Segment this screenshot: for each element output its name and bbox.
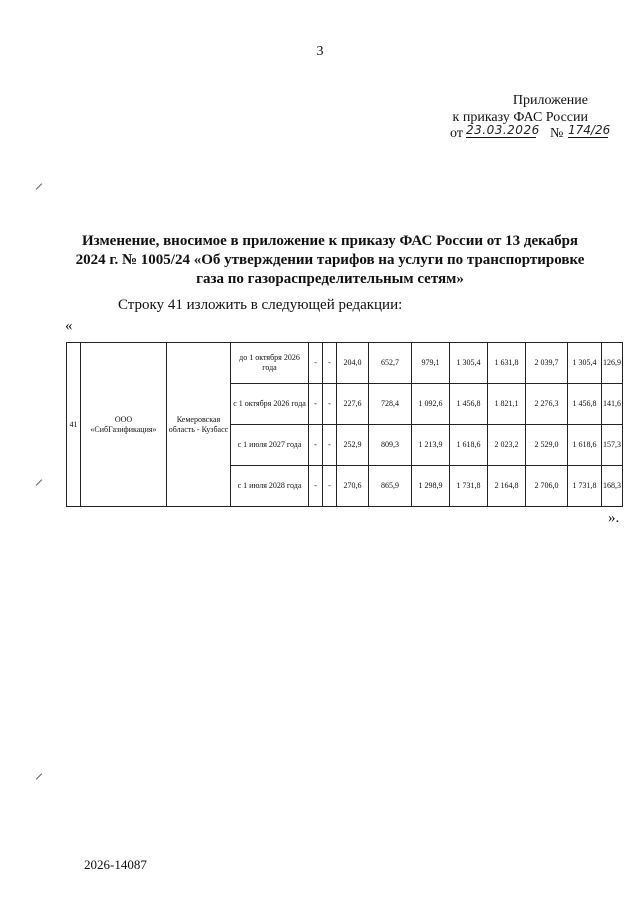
period-cell: до 1 октября 2026 года bbox=[231, 343, 309, 384]
value-cell: 1 213,9 bbox=[412, 425, 450, 466]
dash-cell: - bbox=[323, 466, 337, 507]
period-cell: с 1 июля 2028 года bbox=[231, 466, 309, 507]
value-cell: 157,3 bbox=[602, 425, 623, 466]
date-prefix: от bbox=[450, 126, 463, 141]
value-cell: 126,9 bbox=[602, 343, 623, 384]
value-cell: 2 276,3 bbox=[526, 384, 568, 425]
appendix-line-2: к приказу ФАС России bbox=[452, 110, 588, 125]
organization-cell: ООО «СибГазификация» bbox=[81, 343, 167, 507]
appendix-header bbox=[453, 92, 588, 126]
table-row bbox=[67, 343, 623, 384]
value-cell: 2 039,7 bbox=[526, 343, 568, 384]
value-cell: 652,7 bbox=[369, 343, 412, 384]
value-cell: 1 298,9 bbox=[412, 466, 450, 507]
value-cell: 1 456,8 bbox=[568, 384, 602, 425]
value-cell: 1 821,1 bbox=[488, 384, 526, 425]
value-cell: 270,6 bbox=[337, 466, 369, 507]
order-number-handwritten: 174/26 bbox=[568, 123, 611, 137]
value-cell: 1 305,4 bbox=[568, 343, 602, 384]
number-prefix: № bbox=[550, 126, 564, 141]
value-cell: 1 305,4 bbox=[450, 343, 488, 384]
value-cell: 2 023,2 bbox=[488, 425, 526, 466]
row-number-cell: 41 bbox=[67, 343, 81, 507]
value-cell: 1 456,8 bbox=[450, 384, 488, 425]
value-cell: 1 731,8 bbox=[568, 466, 602, 507]
dash-cell: - bbox=[323, 343, 337, 384]
value-cell: 204,0 bbox=[337, 343, 369, 384]
dash-cell: - bbox=[309, 343, 323, 384]
opening-quote: « bbox=[65, 318, 73, 334]
value-cell: 141,6 bbox=[602, 384, 623, 425]
dash-cell: - bbox=[309, 466, 323, 507]
value-cell: 1 092,6 bbox=[412, 384, 450, 425]
value-cell: 2 164,8 bbox=[488, 466, 526, 507]
dash-cell: - bbox=[309, 384, 323, 425]
closing-quote: ». bbox=[608, 510, 620, 526]
value-cell: 252,9 bbox=[337, 425, 369, 466]
document-id: 2026-14087 bbox=[84, 857, 147, 872]
value-cell: 227,6 bbox=[337, 384, 369, 425]
period-cell: с 1 июля 2027 года bbox=[231, 425, 309, 466]
document-title: Изменение, вносимое в приложение к приказу ФАС России от 13 декабря 2024 г. № 1005/24 «Об утверждении тарифов на услуги по транспортировке газа по газораспределительным сетям» bbox=[75, 233, 585, 287]
order-date-handwritten: 23.03.2026 bbox=[466, 123, 540, 137]
value-cell: 1 731,8 bbox=[450, 466, 488, 507]
region-cell: Кемеровская область - Кузбасс bbox=[167, 343, 231, 507]
value-cell: 2 529,0 bbox=[526, 425, 568, 466]
value-cell: 979,1 bbox=[412, 343, 450, 384]
value-cell: 168,3 bbox=[602, 466, 623, 507]
dash-cell: - bbox=[309, 425, 323, 466]
value-cell: 1 631,8 bbox=[488, 343, 526, 384]
dash-cell: - bbox=[323, 425, 337, 466]
value-cell: 809,3 bbox=[369, 425, 412, 466]
margin-mark bbox=[36, 183, 42, 189]
value-cell: 728,4 bbox=[369, 384, 412, 425]
value-cell: 865,9 bbox=[369, 466, 412, 507]
margin-mark bbox=[36, 479, 42, 485]
value-cell: 2 706,0 bbox=[526, 466, 568, 507]
appendix-line-1: Приложение bbox=[512, 93, 588, 108]
tariff-table bbox=[66, 342, 623, 507]
value-cell: 1 618,6 bbox=[450, 425, 488, 466]
dash-cell: - bbox=[323, 384, 337, 425]
instruction-text: Строку 41 изложить в следующей редакции: bbox=[118, 297, 403, 313]
page-number: 3 bbox=[316, 44, 324, 59]
period-cell: с 1 октября 2026 года bbox=[231, 384, 309, 425]
value-cell: 1 618,6 bbox=[568, 425, 602, 466]
margin-mark bbox=[36, 773, 42, 779]
